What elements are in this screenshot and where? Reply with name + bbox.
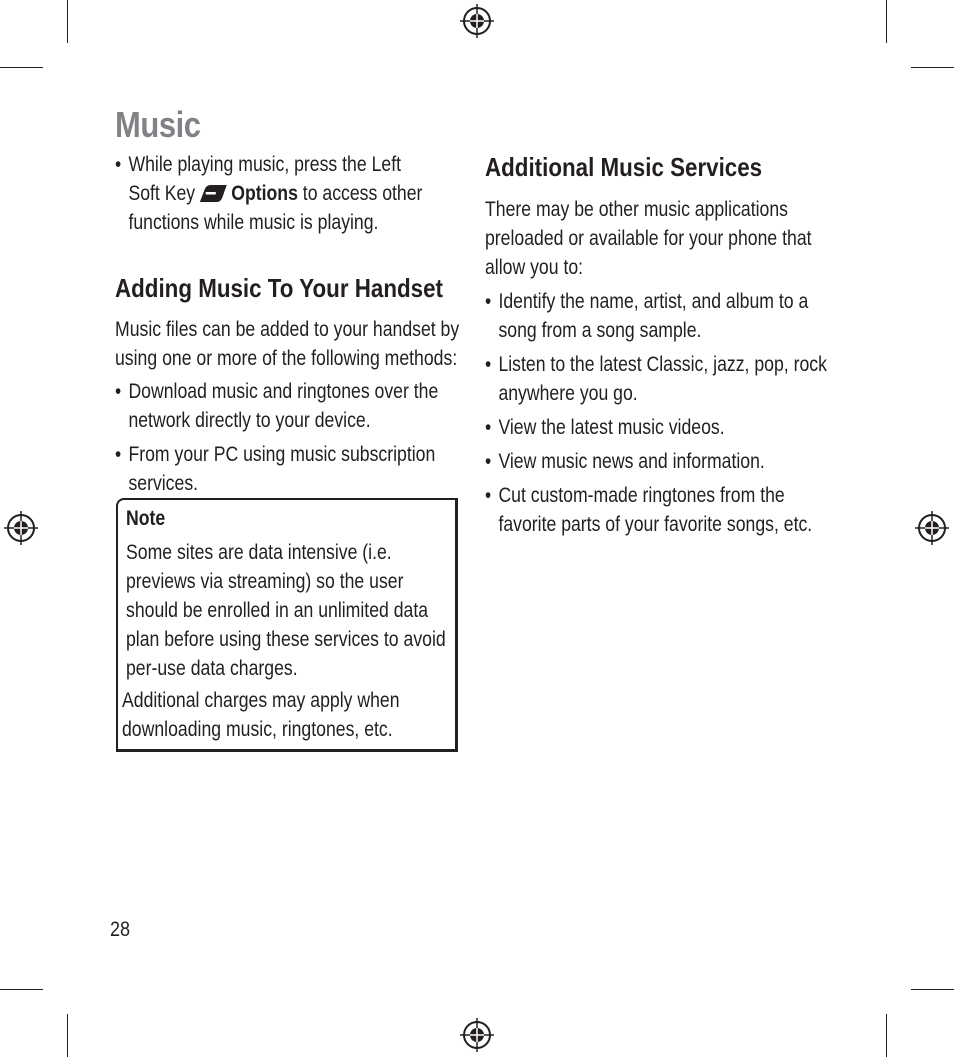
bullet-dot: •	[115, 153, 122, 176]
additional-bullet-2	[485, 350, 843, 408]
intro-line-3: functions while music is playing.	[128, 211, 379, 234]
adding-music-heading: Adding Music To Your Handset	[115, 273, 443, 303]
bullet-line: View music news and information.	[498, 450, 765, 473]
note-line: previews via streaming) so the user	[126, 570, 404, 593]
note-line: Some sites are data intensive (i.e.	[126, 541, 392, 564]
bullet-line: Listen to the latest Classic, jazz, pop, rock	[498, 353, 827, 376]
intro-line-1: While playing music, press the Left	[128, 153, 402, 176]
note-content	[126, 504, 458, 683]
bullet-dot: •	[115, 380, 122, 403]
intro-line-2	[128, 179, 472, 208]
note-box	[116, 498, 458, 752]
bullet-dot: •	[485, 290, 492, 313]
bullet-line: services.	[128, 472, 199, 495]
para-line: preloaded or available for your phone that	[485, 227, 812, 250]
note-line: should be enrolled in an unlimited data	[126, 599, 429, 622]
crop-mark	[911, 67, 954, 68]
additional-bullet-3	[485, 413, 843, 442]
registration-mark-icon	[4, 511, 38, 545]
registration-mark-icon	[460, 1018, 494, 1052]
bullet-dot: •	[485, 484, 492, 507]
crop-mark	[911, 989, 954, 990]
crop-mark	[0, 67, 43, 68]
note-paragraph-1	[126, 538, 458, 683]
adding-para-line: using one or more of the following methods:	[115, 347, 458, 370]
registration-mark-icon	[460, 4, 494, 38]
adding-music-paragraph	[115, 315, 459, 373]
note-line: downloading music, ringtones, etc.	[122, 718, 393, 741]
intro-line-2-post: to access other	[302, 182, 423, 205]
bullet-dot: •	[485, 450, 492, 473]
options-label: Options	[231, 182, 298, 205]
crop-mark	[0, 989, 43, 990]
para-line: allow you to:	[485, 256, 584, 279]
right-column	[485, 150, 830, 539]
registration-mark-icon	[915, 511, 949, 545]
note-paragraph-2	[122, 686, 454, 744]
left-column	[115, 150, 460, 498]
bullet-line: anywhere you go.	[498, 382, 638, 405]
bullet-dot: •	[115, 443, 122, 466]
bullet-line: Download music and ringtones over the	[128, 380, 439, 403]
additional-bullet-4	[485, 447, 843, 476]
bullet-line: favorite parts of your favorite songs, etc.	[498, 513, 813, 536]
crop-mark	[67, 1014, 68, 1057]
bullet-dot: •	[485, 416, 492, 439]
intro-bullet	[115, 150, 473, 237]
adding-bullet-2	[115, 440, 473, 498]
adding-bullet-1	[115, 377, 473, 435]
bullet-line: View the latest music videos.	[498, 416, 725, 439]
note-line: plan before using these services to avoid	[126, 628, 446, 651]
bullet-line: network directly to your device.	[128, 409, 371, 432]
bullet-line: song from a song sample.	[498, 319, 702, 342]
note-line: per-use data charges.	[126, 657, 298, 680]
note-title: Note	[126, 507, 166, 530]
adding-para-line: Music files can be added to your handset by	[115, 318, 460, 341]
bullet-dot: •	[485, 353, 492, 376]
bullet-line: From your PC using music subscription	[128, 443, 436, 466]
bullet-line: Identify the name, artist, and album to a	[498, 290, 809, 313]
bullet-line: Cut custom-made ringtones from the	[498, 484, 785, 507]
additional-bullet-5	[485, 481, 843, 539]
crop-mark	[886, 1014, 887, 1057]
page-title: Music	[115, 104, 201, 145]
intro-line-2-pre: Soft Key	[128, 182, 196, 205]
left-soft-key-icon	[198, 183, 228, 203]
additional-paragraph	[485, 195, 829, 282]
crop-mark	[886, 0, 887, 43]
para-line: There may be other music applications	[485, 198, 788, 221]
additional-services-heading: Additional Music Services	[485, 152, 763, 182]
additional-bullet-1	[485, 287, 843, 345]
note-line: Additional charges may apply when	[122, 689, 400, 712]
page-number: 28	[110, 918, 131, 941]
crop-mark	[67, 0, 68, 43]
